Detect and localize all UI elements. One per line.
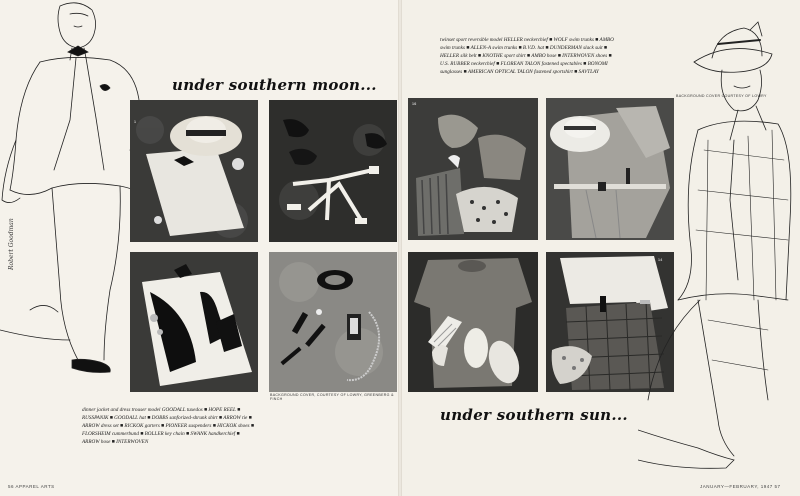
heading-under-southern-sun: under southern sun... [440,406,628,424]
photo-credit-left: BACKGROUND COVER, COURTESY OF LOWRY, GREENBERG & FINCH [270,393,394,401]
right-page [400,0,800,496]
photo-swim-trunks [408,98,538,240]
caption-moon: dinner jacket and dress trouser model GOODALL tuxedos ■ HOPE REEL ■ RUSSPANIK ■ GOODALL hat ■ DOBBS sanforized-shrunk shirt ■ ARROW tie ■ ARROW dress set ■ RICKOK garters ■ PIONEER suspenders ■ HICKOK shoes ■ FLORSHEIM cummerbund ■ BOLLER key chain ■ SWANK handkerchief ■ ARROW hose ■ INTERWOVEN [82,407,254,445]
photo-number-1: 1 [134,120,137,124]
heading-under-southern-moon: under southern moon... [172,76,377,94]
folio-left: 56 APPAREL ARTS [8,484,55,489]
photo-number-14: 14 [658,258,663,262]
caption-sun: twinset sport reversible model HELLER neckerchief ■ WOLF swim trunks ■ AMBO swim trunks ■ ALLEN-A swim trunks ■ B.V.D. hat ■ DUNDERMAN slack suit ■ HELLER silk belt ■ KNOTHE sport shirt ■ AMBO hose ■ INTERWOVEN shoes ■ U.S. RUBBER neckerchief ■ FLOREAN TALON fastened spectables ■ BONOMI sunglasses ■ AMERICAN OPTICAL TALON fastened sportshirt ■ SAVTLAY [440,37,614,75]
photo-shirt-hose-shoes [408,252,538,392]
photo-vest-hose-cummerbund [130,252,258,392]
photo-hat-shirt-bowtie [130,100,258,242]
artist-signature: Robert Goodman [8,218,15,270]
photo-shoes-suspenders [269,100,397,242]
photo-accessories [269,252,397,392]
folio-right: JANUARY—FEBRUARY, 1947 57 [700,484,781,489]
page-gutter [398,0,402,496]
photo-credit-right: BACKGROUND COVER COURTESY OF LOWRY [676,94,767,98]
man-in-plaid-suit-illustration [638,0,800,480]
photo-number-16: 16 [412,102,417,106]
